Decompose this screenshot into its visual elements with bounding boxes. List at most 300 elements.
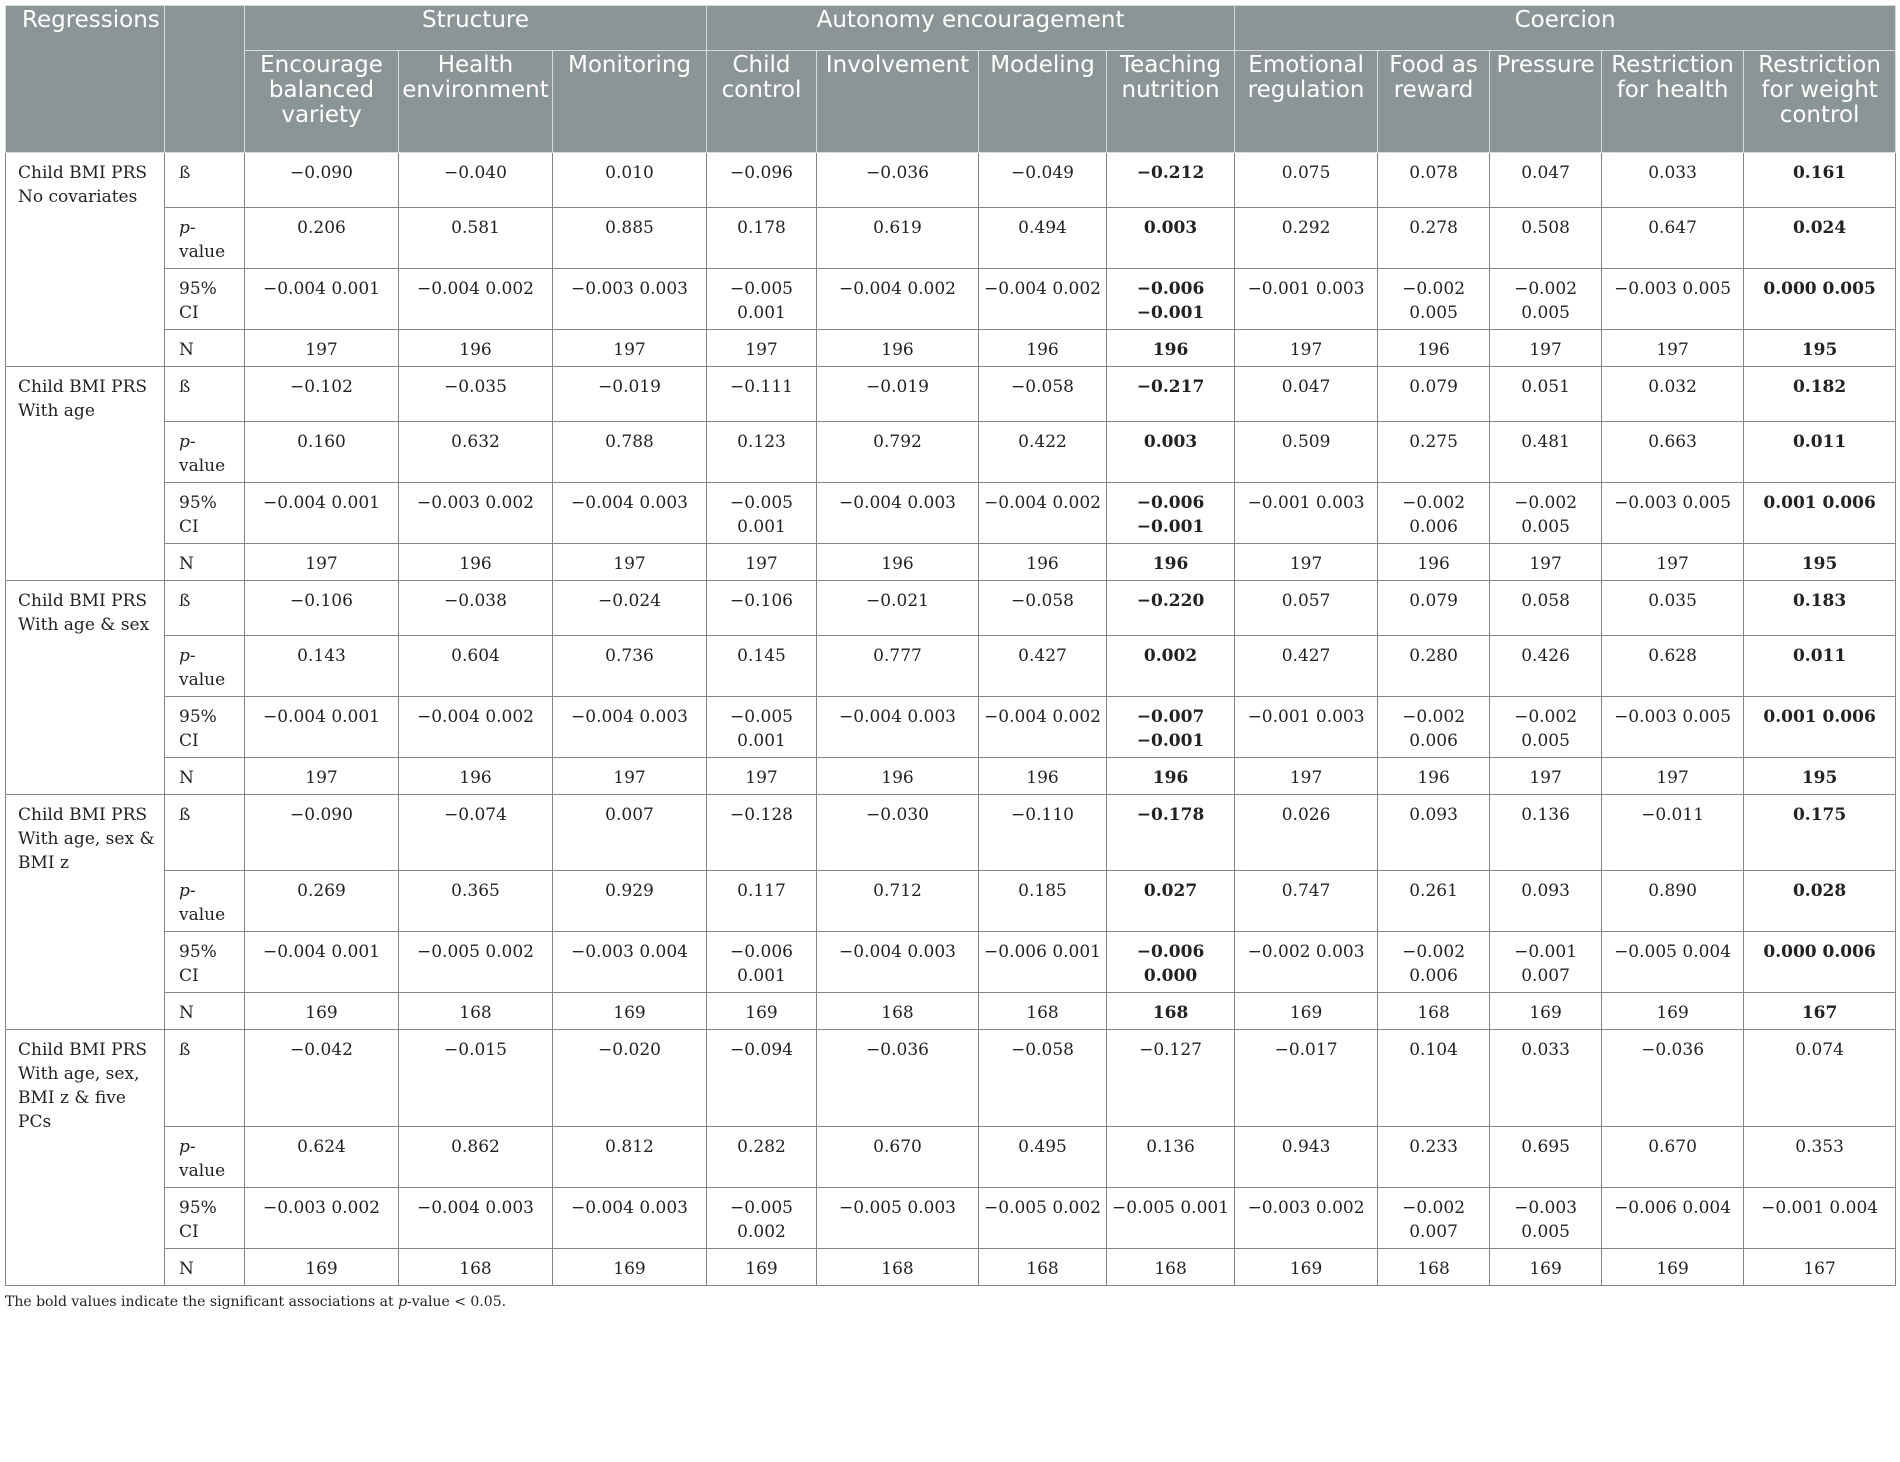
table-cell: 197 — [553, 544, 707, 581]
table-row — [6, 1127, 1896, 1188]
table-cell: −0.001 0.003 — [1235, 269, 1378, 330]
table-cell: 169 — [553, 993, 707, 1030]
table-cell: −0.178 — [1107, 795, 1235, 871]
stat-label: p-value — [165, 636, 245, 697]
table-row — [6, 795, 1896, 871]
table-cell: 0.079 — [1378, 581, 1490, 636]
column-header-child-control: Child control — [707, 51, 817, 153]
table-cell: 0.632 — [399, 422, 553, 483]
table-cell: 197 — [1602, 330, 1744, 367]
table-cell: 0.426 — [1490, 636, 1602, 697]
table-cell: −0.036 — [817, 1030, 979, 1127]
regression-block-label: Child BMI PRS With age, sex & BMI z — [6, 795, 165, 1030]
table-cell: −0.042 — [245, 1030, 399, 1127]
table-cell: 197 — [1490, 758, 1602, 795]
table-cell: −0.006 −0.001 — [1107, 483, 1235, 544]
table-row — [6, 269, 1896, 330]
table-cell: 0.145 — [707, 636, 817, 697]
table-cell: 169 — [1490, 1249, 1602, 1286]
table-cell: −0.004 0.001 — [245, 269, 399, 330]
table-cell: 168 — [1107, 1249, 1235, 1286]
table-cell: 0.365 — [399, 871, 553, 932]
table-cell: −0.005 0.001 — [707, 483, 817, 544]
table-cell: −0.058 — [979, 367, 1107, 422]
table-cell: −0.019 — [553, 367, 707, 422]
table-cell: 0.670 — [817, 1127, 979, 1188]
table-cell: 196 — [399, 544, 553, 581]
table-cell: 0.093 — [1490, 871, 1602, 932]
stat-label: ß — [165, 795, 245, 871]
table-cell: 0.509 — [1235, 422, 1378, 483]
table-row — [6, 871, 1896, 932]
column-header-involvement: Involvement — [817, 51, 979, 153]
table-cell: 0.160 — [245, 422, 399, 483]
table-cell: −0.002 0.006 — [1378, 932, 1490, 993]
table-cell: 168 — [1378, 1249, 1490, 1286]
table-cell: −0.058 — [979, 581, 1107, 636]
table-cell: −0.004 0.002 — [399, 697, 553, 758]
table-cell: 169 — [245, 1249, 399, 1286]
footnote-text-start: The bold values indicate the significant associations at — [5, 1294, 399, 1310]
table-cell: 0.280 — [1378, 636, 1490, 697]
table-cell: −0.021 — [817, 581, 979, 636]
table-cell: 197 — [707, 330, 817, 367]
table-cell: −0.004 0.001 — [245, 697, 399, 758]
table-cell: −0.001 0.007 — [1490, 932, 1602, 993]
table-cell: −0.002 0.005 — [1490, 269, 1602, 330]
table-cell: −0.090 — [245, 153, 399, 208]
table-cell: 0.000 0.005 — [1744, 269, 1896, 330]
table-cell: −0.106 — [245, 581, 399, 636]
table-cell: 0.427 — [979, 636, 1107, 697]
table-cell: −0.074 — [399, 795, 553, 871]
table-cell: 168 — [1107, 993, 1235, 1030]
table-cell: 169 — [1490, 993, 1602, 1030]
table-cell: 197 — [1490, 330, 1602, 367]
stat-label: 95% CI — [165, 932, 245, 993]
stat-header — [165, 6, 245, 153]
table-row — [6, 422, 1896, 483]
table-cell: 0.002 — [1107, 636, 1235, 697]
table-cell: 195 — [1744, 544, 1896, 581]
table-cell: 0.136 — [1490, 795, 1602, 871]
table-cell: 0.093 — [1378, 795, 1490, 871]
table-cell: 0.033 — [1602, 153, 1744, 208]
table-row — [6, 993, 1896, 1030]
table-cell: 169 — [1602, 993, 1744, 1030]
table-cell: 0.183 — [1744, 581, 1896, 636]
table-cell: −0.094 — [707, 1030, 817, 1127]
table-cell: 197 — [553, 758, 707, 795]
table-cell: 0.007 — [553, 795, 707, 871]
table-cell: 0.495 — [979, 1127, 1107, 1188]
table-cell: 197 — [1235, 330, 1378, 367]
table-cell: −0.001 0.003 — [1235, 483, 1378, 544]
table-cell: −0.090 — [245, 795, 399, 871]
table-cell: 197 — [553, 330, 707, 367]
table-cell: 168 — [979, 1249, 1107, 1286]
table-cell: −0.102 — [245, 367, 399, 422]
header-row-groups — [6, 6, 1896, 51]
stat-label: p-value — [165, 871, 245, 932]
table-cell: 197 — [245, 544, 399, 581]
table-cell: 0.619 — [817, 208, 979, 269]
table-cell: −0.006 0.001 — [979, 932, 1107, 993]
group-header-autonomy: Autonomy encouragement — [707, 6, 1235, 51]
table-cell: −0.036 — [817, 153, 979, 208]
table-cell: −0.002 0.003 — [1235, 932, 1378, 993]
table-cell: 0.427 — [1235, 636, 1378, 697]
table-cell: 0.282 — [707, 1127, 817, 1188]
table-cell: −0.017 — [1235, 1030, 1378, 1127]
table-cell: 0.581 — [399, 208, 553, 269]
table-cell: 169 — [707, 993, 817, 1030]
table-cell: −0.003 0.005 — [1602, 483, 1744, 544]
table-cell: 0.695 — [1490, 1127, 1602, 1188]
footnote-text-end: -value < 0.05. — [407, 1294, 507, 1310]
table-cell: 0.011 — [1744, 636, 1896, 697]
table-cell: 197 — [707, 758, 817, 795]
table-cell: −0.005 0.001 — [707, 269, 817, 330]
table-cell: 0.032 — [1602, 367, 1744, 422]
regression-table — [5, 5, 1896, 1286]
column-header-restriction-for-health: Restriction for health — [1602, 51, 1744, 153]
table-cell: −0.004 0.002 — [979, 697, 1107, 758]
table-cell: 0.117 — [707, 871, 817, 932]
table-row — [6, 544, 1896, 581]
stat-label: 95% CI — [165, 697, 245, 758]
table-cell: 0.278 — [1378, 208, 1490, 269]
table-cell: −0.004 0.002 — [817, 269, 979, 330]
table-cell: 197 — [245, 330, 399, 367]
table-row — [6, 932, 1896, 993]
table-cell: 168 — [817, 993, 979, 1030]
table-cell: 0.079 — [1378, 367, 1490, 422]
table-cell: 196 — [817, 544, 979, 581]
table-cell: 195 — [1744, 330, 1896, 367]
table-cell: 0.001 0.006 — [1744, 483, 1896, 544]
stat-label: p-value — [165, 422, 245, 483]
table-cell: −0.007 −0.001 — [1107, 697, 1235, 758]
table-cell: −0.006 0.001 — [707, 932, 817, 993]
table-cell: 168 — [1378, 993, 1490, 1030]
table-cell: −0.003 0.002 — [399, 483, 553, 544]
table-cell: −0.003 0.005 — [1602, 697, 1744, 758]
table-cell: 0.943 — [1235, 1127, 1378, 1188]
table-cell: 0.026 — [1235, 795, 1378, 871]
table-cell: 196 — [817, 330, 979, 367]
table-cell: 0.353 — [1744, 1127, 1896, 1188]
table-cell: 197 — [1602, 544, 1744, 581]
table-cell: −0.005 0.001 — [707, 697, 817, 758]
table-cell: −0.001 0.003 — [1235, 697, 1378, 758]
table-cell: −0.002 0.005 — [1490, 697, 1602, 758]
table-cell: 0.143 — [245, 636, 399, 697]
table-cell: −0.003 0.003 — [553, 269, 707, 330]
stat-label: ß — [165, 1030, 245, 1127]
table-cell: −0.015 — [399, 1030, 553, 1127]
table-cell: −0.058 — [979, 1030, 1107, 1127]
table-cell: 196 — [979, 544, 1107, 581]
table-cell: −0.004 0.003 — [553, 697, 707, 758]
table-cell: 168 — [399, 1249, 553, 1286]
table-cell: −0.049 — [979, 153, 1107, 208]
table-cell: −0.004 0.002 — [979, 483, 1107, 544]
table-cell: −0.004 0.003 — [817, 483, 979, 544]
table-row — [6, 367, 1896, 422]
table-row — [6, 1249, 1896, 1286]
table-cell: −0.004 0.003 — [399, 1188, 553, 1249]
table-cell: −0.002 0.005 — [1378, 269, 1490, 330]
table-cell: −0.004 0.003 — [553, 1188, 707, 1249]
table-cell: −0.003 0.005 — [1602, 269, 1744, 330]
table-cell: −0.011 — [1602, 795, 1744, 871]
table-footnote — [5, 1294, 1895, 1310]
column-header-emotional-regulation: Emotional regulation — [1235, 51, 1378, 153]
table-cell: 0.275 — [1378, 422, 1490, 483]
table-cell: −0.217 — [1107, 367, 1235, 422]
table-cell: −0.005 0.002 — [399, 932, 553, 993]
table-cell: 196 — [1378, 758, 1490, 795]
table-cell: 0.074 — [1744, 1030, 1896, 1127]
column-header-food-as-reward: Food as reward — [1378, 51, 1490, 153]
table-cell: 0.047 — [1490, 153, 1602, 208]
table-cell: 0.000 0.006 — [1744, 932, 1896, 993]
table-cell: 0.058 — [1490, 581, 1602, 636]
table-cell: 167 — [1744, 1249, 1896, 1286]
table-cell: 0.890 — [1602, 871, 1744, 932]
table-cell: 169 — [1235, 1249, 1378, 1286]
table-cell: −0.003 0.002 — [245, 1188, 399, 1249]
stat-label: p-value — [165, 1127, 245, 1188]
table-cell: 0.812 — [553, 1127, 707, 1188]
table-cell: 0.862 — [399, 1127, 553, 1188]
regression-block-label: Child BMI PRS No covariates — [6, 153, 165, 367]
table-cell: 197 — [1490, 544, 1602, 581]
table-cell: −0.004 0.001 — [245, 483, 399, 544]
table-cell: 0.712 — [817, 871, 979, 932]
column-header-health-environment: Health environment — [399, 51, 553, 153]
stat-label: ß — [165, 581, 245, 636]
table-cell: −0.002 0.005 — [1490, 483, 1602, 544]
table-cell: −0.038 — [399, 581, 553, 636]
table-cell: −0.002 0.006 — [1378, 697, 1490, 758]
table-cell: 0.788 — [553, 422, 707, 483]
table-cell: −0.004 0.002 — [979, 269, 1107, 330]
table-cell: 196 — [1378, 544, 1490, 581]
table-cell: 196 — [979, 330, 1107, 367]
regression-table-body — [6, 153, 1896, 1286]
table-cell: −0.220 — [1107, 581, 1235, 636]
table-cell: 0.261 — [1378, 871, 1490, 932]
table-cell: 0.292 — [1235, 208, 1378, 269]
table-cell: 168 — [817, 1249, 979, 1286]
table-cell: 0.663 — [1602, 422, 1744, 483]
stat-label: ß — [165, 367, 245, 422]
table-cell: −0.003 0.002 — [1235, 1188, 1378, 1249]
table-cell: 197 — [1235, 758, 1378, 795]
table-cell: −0.030 — [817, 795, 979, 871]
footnote-p-italic: p — [398, 1294, 408, 1310]
stat-label: N — [165, 758, 245, 795]
table-cell: 0.001 0.006 — [1744, 697, 1896, 758]
table-cell: 197 — [245, 758, 399, 795]
table-cell: 196 — [1107, 758, 1235, 795]
table-cell: 0.604 — [399, 636, 553, 697]
table-cell: −0.001 0.004 — [1744, 1188, 1896, 1249]
group-header-coercion: Coercion — [1235, 6, 1896, 51]
table-cell: 0.747 — [1235, 871, 1378, 932]
table-cell: 0.175 — [1744, 795, 1896, 871]
table-cell: −0.004 0.003 — [817, 697, 979, 758]
stat-label: N — [165, 544, 245, 581]
table-cell: −0.005 0.002 — [707, 1188, 817, 1249]
table-cell: −0.004 0.003 — [553, 483, 707, 544]
table-row — [6, 581, 1896, 636]
table-cell: 197 — [707, 544, 817, 581]
regression-block-label: Child BMI PRS With age & sex — [6, 581, 165, 795]
table-cell: 0.182 — [1744, 367, 1896, 422]
table-cell: 196 — [399, 758, 553, 795]
column-header-teaching-nutrition: Teaching nutrition — [1107, 51, 1235, 153]
table-cell: 0.206 — [245, 208, 399, 269]
stat-label: 95% CI — [165, 483, 245, 544]
table-cell: −0.002 0.007 — [1378, 1188, 1490, 1249]
table-cell: 0.178 — [707, 208, 817, 269]
table-cell: −0.003 0.004 — [553, 932, 707, 993]
table-row — [6, 1188, 1896, 1249]
table-row — [6, 1030, 1896, 1127]
table-cell: −0.111 — [707, 367, 817, 422]
regression-block-label: Child BMI PRS With age, sex, BMI z & five PCs — [6, 1030, 165, 1286]
group-header-structure: Structure — [245, 6, 707, 51]
regressions-header: Regressions — [6, 6, 165, 153]
table-cell: 0.792 — [817, 422, 979, 483]
table-cell: 0.057 — [1235, 581, 1378, 636]
table-cell: 168 — [399, 993, 553, 1030]
table-cell: 0.885 — [553, 208, 707, 269]
table-cell: 0.161 — [1744, 153, 1896, 208]
table-cell: 0.051 — [1490, 367, 1602, 422]
table-cell: 169 — [1235, 993, 1378, 1030]
table-cell: 0.024 — [1744, 208, 1896, 269]
table-cell: 196 — [817, 758, 979, 795]
column-header-modeling: Modeling — [979, 51, 1107, 153]
table-cell: 196 — [1107, 544, 1235, 581]
table-row — [6, 483, 1896, 544]
table-cell: 196 — [1107, 330, 1235, 367]
table-cell: 0.011 — [1744, 422, 1896, 483]
regression-block-label: Child BMI PRS With age — [6, 367, 165, 581]
table-cell: −0.020 — [553, 1030, 707, 1127]
table-cell: 195 — [1744, 758, 1896, 795]
table-row — [6, 208, 1896, 269]
table-row — [6, 758, 1896, 795]
table-cell: −0.128 — [707, 795, 817, 871]
regression-table-container — [5, 5, 1895, 1310]
table-cell: 0.047 — [1235, 367, 1378, 422]
table-cell: −0.036 — [1602, 1030, 1744, 1127]
table-cell: −0.110 — [979, 795, 1107, 871]
table-cell: 0.078 — [1378, 153, 1490, 208]
table-cell: 196 — [399, 330, 553, 367]
table-cell: 0.104 — [1378, 1030, 1490, 1127]
table-cell: −0.004 0.003 — [817, 932, 979, 993]
table-cell: 196 — [1378, 330, 1490, 367]
table-cell: 0.010 — [553, 153, 707, 208]
table-row — [6, 153, 1896, 208]
table-cell: 168 — [979, 993, 1107, 1030]
stat-label: ß — [165, 153, 245, 208]
column-header-restriction-for-weight-control: Restriction for weight control — [1744, 51, 1896, 153]
header-row-columns — [6, 51, 1896, 153]
table-cell: −0.035 — [399, 367, 553, 422]
table-row — [6, 697, 1896, 758]
table-cell: −0.004 0.001 — [245, 932, 399, 993]
table-cell: 167 — [1744, 993, 1896, 1030]
table-cell: −0.006 −0.001 — [1107, 269, 1235, 330]
table-cell: 169 — [1602, 1249, 1744, 1286]
table-cell: 0.777 — [817, 636, 979, 697]
table-cell: −0.005 0.002 — [979, 1188, 1107, 1249]
table-row — [6, 330, 1896, 367]
table-cell: 0.422 — [979, 422, 1107, 483]
table-cell: 0.929 — [553, 871, 707, 932]
table-cell: 0.494 — [979, 208, 1107, 269]
table-cell: 0.123 — [707, 422, 817, 483]
table-cell: 0.647 — [1602, 208, 1744, 269]
table-cell: −0.005 0.003 — [817, 1188, 979, 1249]
table-cell: 169 — [707, 1249, 817, 1286]
stat-label: N — [165, 330, 245, 367]
table-cell: −0.024 — [553, 581, 707, 636]
table-cell: 0.233 — [1378, 1127, 1490, 1188]
table-cell: 0.003 — [1107, 422, 1235, 483]
table-cell: 0.670 — [1602, 1127, 1744, 1188]
table-cell: −0.004 0.002 — [399, 269, 553, 330]
table-cell: 0.075 — [1235, 153, 1378, 208]
column-header-pressure: Pressure — [1490, 51, 1602, 153]
table-cell: 197 — [1235, 544, 1378, 581]
stat-label: 95% CI — [165, 269, 245, 330]
column-header-encourage-balanced-variety: Encourage balanced variety — [245, 51, 399, 153]
table-cell: 0.508 — [1490, 208, 1602, 269]
table-cell: 0.481 — [1490, 422, 1602, 483]
table-cell: −0.006 0.000 — [1107, 932, 1235, 993]
table-cell: 0.033 — [1490, 1030, 1602, 1127]
table-cell: −0.005 0.001 — [1107, 1188, 1235, 1249]
table-cell: 169 — [553, 1249, 707, 1286]
stat-label: N — [165, 1249, 245, 1286]
table-cell: −0.006 0.004 — [1602, 1188, 1744, 1249]
table-cell: 196 — [979, 758, 1107, 795]
table-cell: −0.040 — [399, 153, 553, 208]
table-cell: 0.628 — [1602, 636, 1744, 697]
table-cell: −0.096 — [707, 153, 817, 208]
table-cell: 0.736 — [553, 636, 707, 697]
stat-label: p-value — [165, 208, 245, 269]
table-cell: 0.035 — [1602, 581, 1744, 636]
table-cell: −0.212 — [1107, 153, 1235, 208]
table-cell: 197 — [1602, 758, 1744, 795]
table-cell: 169 — [245, 993, 399, 1030]
table-cell: 0.269 — [245, 871, 399, 932]
table-cell: 0.185 — [979, 871, 1107, 932]
table-cell: 0.003 — [1107, 208, 1235, 269]
table-cell: −0.106 — [707, 581, 817, 636]
table-cell: −0.019 — [817, 367, 979, 422]
table-cell: 0.624 — [245, 1127, 399, 1188]
